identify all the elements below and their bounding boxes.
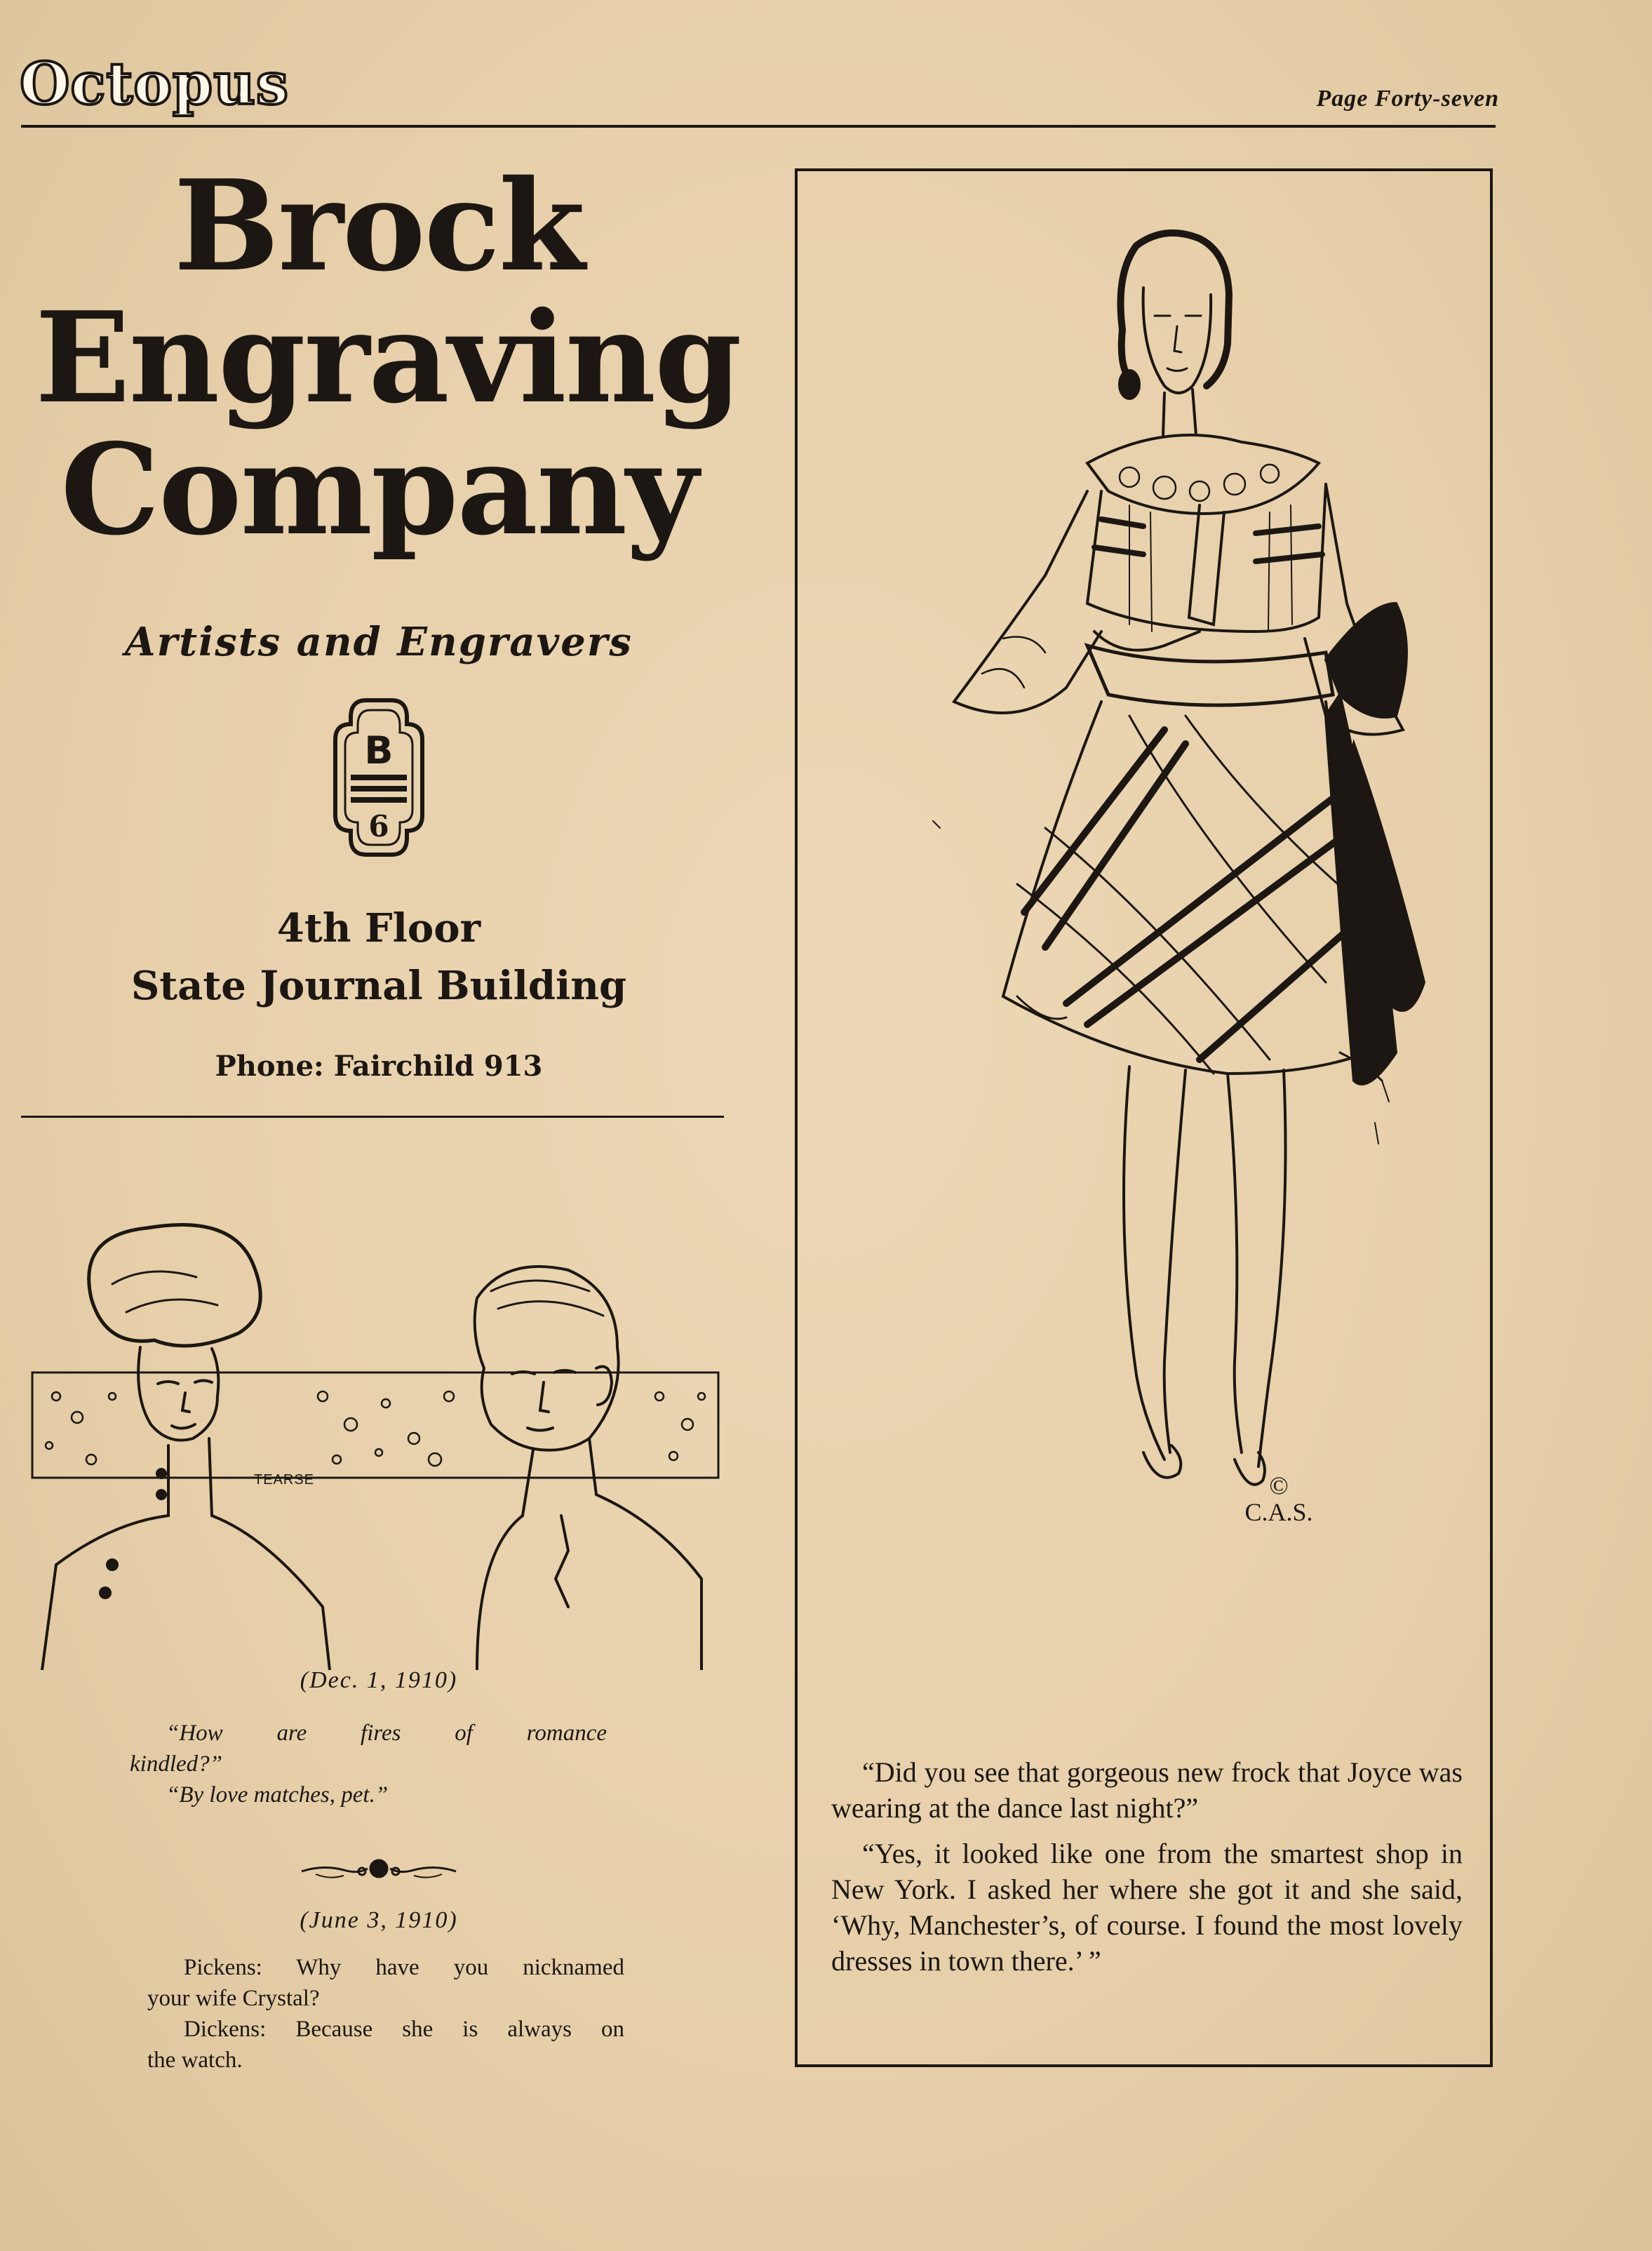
ad-title-line-3: Company	[60, 416, 697, 563]
joke-1-line-3: “By love matches, pet.”	[166, 1782, 389, 1808]
joke-2-date: (June 3, 1910)	[300, 1907, 458, 1933]
joke-2-text	[147, 1952, 624, 2076]
joke-1-line-2: kindled?”	[130, 1751, 222, 1777]
artist-mark-right	[1240, 1472, 1317, 1525]
frock-story	[831, 1754, 1463, 1989]
page-number: Page Forty-seven	[1316, 86, 1499, 112]
svg-text:6: 6	[368, 809, 389, 843]
ad-title-line-2: Engraving	[35, 284, 741, 431]
joke-1-text	[130, 1718, 607, 1810]
joke-2-line-4: the watch.	[147, 2048, 243, 2073]
fashion-frock-illustration	[835, 211, 1466, 1719]
masthead-title: Octopus	[20, 51, 290, 118]
joke-2-line-1: Pickens: Why have you nicknamed	[184, 1955, 624, 1980]
ornament-divider-icon	[295, 1856, 463, 1884]
ad-floor: 4th Floor	[276, 905, 481, 951]
joke-2-line-3: Dickens: Because she is always on	[184, 2017, 624, 2042]
joke-1-date: (Dec. 1, 1910)	[300, 1667, 458, 1693]
story-paragraph-1: “Did you see that gorgeous new frock that Joyce was wearing at the dance last night?”	[831, 1756, 1463, 1824]
copyright-symbol: ©	[1269, 1471, 1289, 1499]
section-divider-rule	[21, 1116, 724, 1118]
ad-company-name	[35, 152, 741, 563]
ad-tagline: Artists and Engravers	[125, 619, 633, 665]
story-paragraph-2: “Yes, it looked like one from the smartest shop in New York. I asked her where she got it and she said, ‘Why, Manchester’s, of course. I found the most lovely dresses in town there.’ ”	[831, 1838, 1463, 1977]
joke-1-line-1: “How are fires of romance	[166, 1721, 607, 1746]
joke-2-line-2: your wife Crystal?	[147, 1986, 320, 2011]
artist-signature-left: TEARSE	[254, 1472, 315, 1488]
header-rule	[21, 125, 1496, 128]
couple-illustration	[28, 1186, 723, 1670]
brock-monogram-icon	[330, 696, 428, 859]
ad-title-line-1: Brock	[173, 152, 584, 299]
svg-text:B: B	[364, 728, 394, 773]
ad-phone: Phone: Fairchild 913	[215, 1050, 543, 1083]
ad-building: State Journal Building	[130, 963, 627, 1009]
artist-initials-right: C.A.S.	[1244, 1498, 1313, 1526]
